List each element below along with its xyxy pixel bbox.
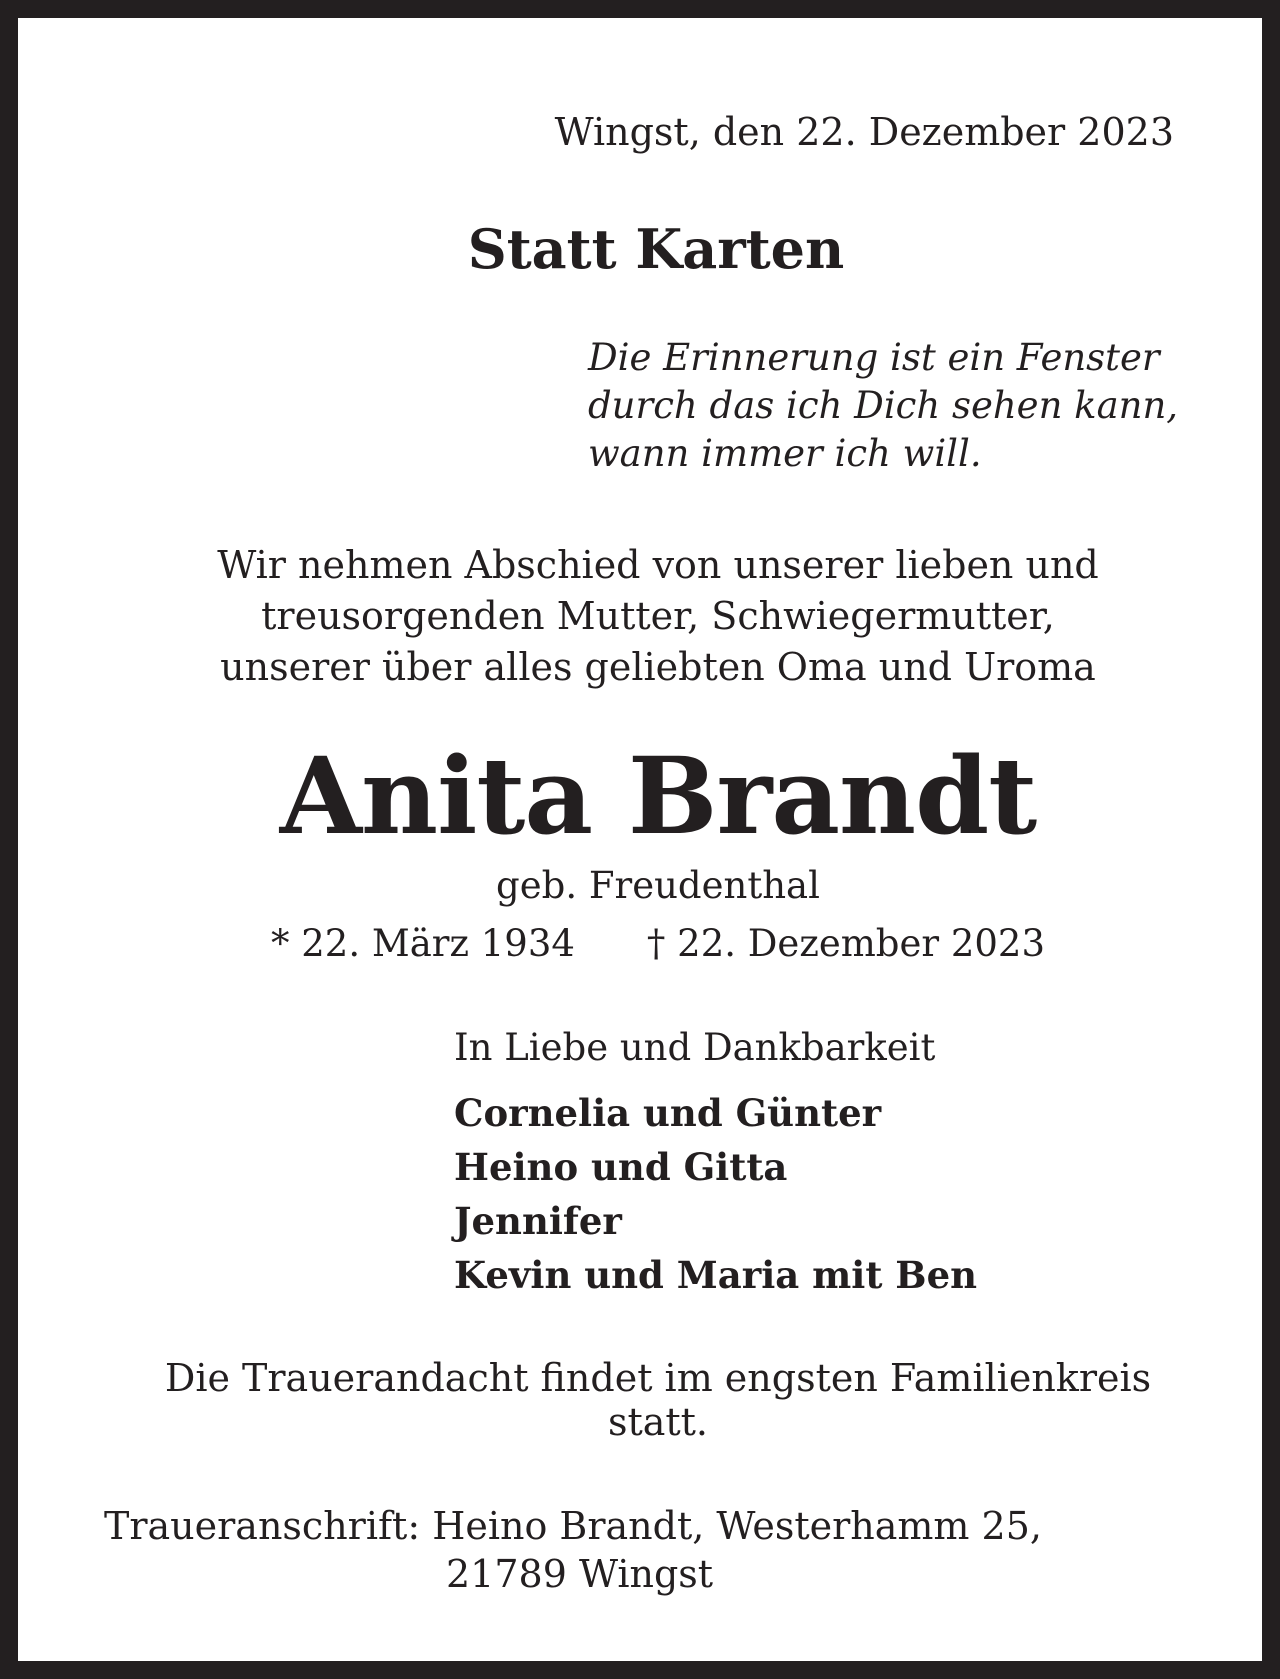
gratitude-line: In Liebe und Dankbarkeit (454, 1026, 936, 1069)
intro-line: unserer über alles geliebten Oma und Uroma (220, 645, 1096, 689)
ceremony-line: Die Trauerandacht findet im engsten Familienkreis (164, 1356, 1152, 1400)
mourner-entry: Cornelia und Günter (454, 1091, 882, 1135)
mourning-address (104, 1502, 1042, 1598)
intro-line: Wir nehmen Abschied von unserer lieben und (217, 543, 1099, 587)
notice-heading (18, 218, 1280, 280)
quote-line: durch das ich Dich sehen kann, (588, 384, 1179, 427)
intro-line: treusorgenden Mutter, Schwiegermutter, (261, 594, 1055, 638)
birth-date: * 22. März 1934 (270, 922, 575, 965)
address-line: Traueranschrift: Heino Brandt, Westerhamm 25, (104, 1504, 1042, 1548)
ceremony-line: statt. (607, 1400, 709, 1444)
mourner-entry: Jennifer (454, 1199, 622, 1243)
death-date: † 22. Dezember 2023 (646, 922, 1045, 965)
mourners-list (454, 1086, 977, 1302)
intro-text (18, 540, 1280, 693)
deceased-name: Anita Brandt (279, 733, 1037, 858)
place-date: Wingst, den 22. Dezember 2023 (554, 110, 1174, 154)
address-line: 21789 Wingst (446, 1552, 714, 1596)
heading-text: Statt Karten (467, 217, 845, 281)
memorial-quote (588, 334, 1178, 478)
mourner-entry: Kevin und Maria mit Ben (454, 1253, 978, 1297)
quote-line: Die Erinnerung ist ein Fenster (588, 336, 1160, 379)
quote-line: wann immer ich will. (588, 432, 982, 475)
life-dates (18, 922, 1280, 966)
maiden-name: geb. Freudenthal (496, 864, 820, 907)
ceremony-note (18, 1356, 1280, 1444)
mourner-entry: Heino und Gitta (454, 1145, 788, 1189)
